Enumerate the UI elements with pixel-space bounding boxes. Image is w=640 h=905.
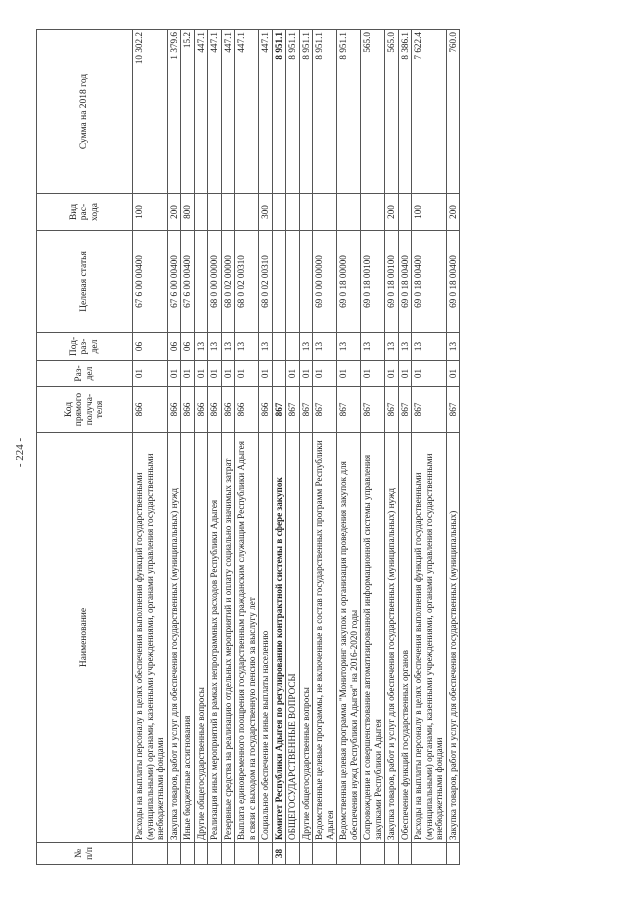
row-name: Расходы на выплаты персоналу в целях обеспечения выполнения функций государственными (муниципальными) органами, казенными учреждениями, органами управления государственными внебюджетными фондами	[412, 433, 447, 843]
row-name: Иные бюджетные ассигнования	[181, 433, 195, 843]
table-row	[337, 30, 361, 865]
row-name: Реализация иных мероприятий в рамках непрограммных расходов Республики Адыгея	[208, 433, 222, 843]
row-code: 867	[337, 387, 361, 433]
table-header-row	[37, 30, 133, 865]
row-num	[313, 843, 337, 865]
row-name: ОБЩЕГОСУДАРСТВЕННЫЕ ВОПРОСЫ	[286, 433, 300, 843]
row-name: Ведомственные целевые программы, не включенные в состав государственных программ Республики Адыгея	[313, 433, 337, 843]
row-sum: 8 951.1	[337, 30, 361, 194]
row-target: 69 0 00 00000	[313, 231, 337, 333]
row-razdel: 01	[299, 361, 313, 387]
header-num: № п/п	[37, 843, 133, 865]
row-sum: 8 951.1	[272, 30, 286, 194]
row-target: 69 0 18 00100	[385, 231, 399, 333]
row-target: 67 6 00 00400	[133, 231, 168, 333]
row-target: 68 0 02 00310	[259, 231, 273, 333]
row-code: 866	[221, 387, 235, 433]
row-razdel: 01	[181, 361, 195, 387]
row-podrazdel: 13	[385, 333, 399, 361]
row-podrazdel: 13	[412, 333, 447, 361]
table-row	[299, 30, 313, 865]
row-sum: 15.2	[181, 30, 195, 194]
table-row	[286, 30, 300, 865]
row-code: 867	[398, 387, 412, 433]
row-num	[259, 843, 273, 865]
page-number: - 224 -	[14, 437, 26, 468]
row-num	[337, 843, 361, 865]
budget-table	[36, 29, 460, 865]
row-code: 867	[385, 387, 399, 433]
header-name: Наименование	[37, 433, 133, 843]
row-num	[181, 843, 195, 865]
row-code: 867	[299, 387, 313, 433]
row-target	[299, 231, 313, 333]
row-podrazdel: 06	[167, 333, 181, 361]
row-num	[221, 843, 235, 865]
row-razdel: 01	[133, 361, 168, 387]
row-code: 867	[412, 387, 447, 433]
row-vid: 100	[133, 194, 168, 231]
row-code: 867	[313, 387, 337, 433]
row-num	[194, 843, 208, 865]
row-podrazdel: 06	[133, 333, 168, 361]
row-name: Закупка товаров, работ и услуг для обеспечения государственных (муниципальных) нужд	[385, 433, 399, 843]
row-target	[272, 231, 286, 333]
table-row	[181, 30, 195, 865]
row-sum: 7 622.4	[412, 30, 447, 194]
header-vid: Вид рас-хода	[37, 194, 133, 231]
row-target	[286, 231, 300, 333]
row-podrazdel: 13	[398, 333, 412, 361]
row-target: 69 0 18 00000	[337, 231, 361, 333]
row-code: 867	[286, 387, 300, 433]
row-razdel: 01	[337, 361, 361, 387]
row-podrazdel: 13	[221, 333, 235, 361]
row-num	[446, 843, 460, 865]
row-sum: 8 386.1	[398, 30, 412, 194]
row-vid: 800	[181, 194, 195, 231]
table-row	[194, 30, 208, 865]
row-vid	[194, 194, 208, 231]
row-num	[299, 843, 313, 865]
row-name: Другие общегосударственные вопросы	[194, 433, 208, 843]
row-code: 866	[235, 387, 259, 433]
row-name: Обеспечение функций государственных органов	[398, 433, 412, 843]
row-code: 867	[361, 387, 385, 433]
header-target: Целевая статья	[37, 231, 133, 333]
row-razdel: 01	[286, 361, 300, 387]
row-razdel: 01	[398, 361, 412, 387]
row-name: Резервные средства на реализацию отдельных мероприятий и оплату социально значимых затрат	[221, 433, 235, 843]
row-podrazdel	[286, 333, 300, 361]
row-code: 866	[208, 387, 222, 433]
header-sum: Сумма на 2018 год	[37, 30, 133, 194]
row-code: 866	[133, 387, 168, 433]
row-razdel: 01	[446, 361, 460, 387]
row-sum: 447.1	[259, 30, 273, 194]
table-row	[133, 30, 168, 865]
row-name: Закупка товаров, работ и услуг для обеспечения государственных (муниципальных) нужд	[167, 433, 181, 843]
table-row	[398, 30, 412, 865]
row-vid	[235, 194, 259, 231]
row-vid: 200	[446, 194, 460, 231]
row-code: 866	[259, 387, 273, 433]
row-sum: 447.1	[194, 30, 208, 194]
row-podrazdel: 13	[446, 333, 460, 361]
row-podrazdel: 13	[259, 333, 273, 361]
row-target	[194, 231, 208, 333]
row-num: 38	[272, 843, 286, 865]
row-target: 69 0 18 00100	[361, 231, 385, 333]
row-sum: 447.1	[208, 30, 222, 194]
row-razdel: 01	[385, 361, 399, 387]
row-target: 68 0 02 00000	[221, 231, 235, 333]
row-num	[385, 843, 399, 865]
row-sum: 8 951.1	[286, 30, 300, 194]
row-target: 67 6 00 00400	[181, 231, 195, 333]
row-sum: 1 379.6	[167, 30, 181, 194]
row-razdel	[272, 361, 286, 387]
row-name: Сопровождение и совершенствование автоматизированной информационной системы управления закупками Республики Адыгея	[361, 433, 385, 843]
row-razdel: 01	[221, 361, 235, 387]
row-podrazdel	[272, 333, 286, 361]
row-vid	[208, 194, 222, 231]
row-target: 69 0 18 00400	[446, 231, 460, 333]
row-razdel: 01	[313, 361, 337, 387]
row-code: 867	[446, 387, 460, 433]
row-name: Ведомственная целевая программа "Мониторинг закупок и организация проведения закупок для обеспечения нужд Республики Адыгея" на 2016-2020 годы	[337, 433, 361, 843]
row-num	[412, 843, 447, 865]
row-sum: 10 302.2	[133, 30, 168, 194]
row-razdel: 01	[235, 361, 259, 387]
table-row	[208, 30, 222, 865]
row-vid	[272, 194, 286, 231]
row-target: 68 0 00 00000	[208, 231, 222, 333]
row-podrazdel: 13	[299, 333, 313, 361]
header-code: Код прямого получа-теля	[37, 387, 133, 433]
row-podrazdel: 13	[337, 333, 361, 361]
table-row	[446, 30, 460, 865]
row-sum: 565.0	[385, 30, 399, 194]
row-num	[235, 843, 259, 865]
row-vid	[337, 194, 361, 231]
row-target: 67 6 00 00400	[167, 231, 181, 333]
table-row	[361, 30, 385, 865]
row-vid	[361, 194, 385, 231]
row-razdel: 01	[361, 361, 385, 387]
row-vid	[299, 194, 313, 231]
row-target: 69 0 18 00400	[398, 231, 412, 333]
row-num	[398, 843, 412, 865]
row-vid: 200	[385, 194, 399, 231]
row-vid	[221, 194, 235, 231]
row-sum: 447.1	[235, 30, 259, 194]
row-num	[167, 843, 181, 865]
row-podrazdel: 06	[181, 333, 195, 361]
row-vid	[398, 194, 412, 231]
row-vid	[286, 194, 300, 231]
header-razdel: Раз-дел	[37, 361, 133, 387]
row-name: Закупка товаров, работ и услуг для обеспечения государственных (муниципальных)	[446, 433, 460, 843]
row-name: Другие общегосударственные вопросы	[299, 433, 313, 843]
row-code: 866	[194, 387, 208, 433]
table-row	[412, 30, 447, 865]
table-row	[235, 30, 259, 865]
row-sum: 8 951.1	[299, 30, 313, 194]
row-sum: 565.0	[361, 30, 385, 194]
row-razdel: 01	[167, 361, 181, 387]
row-sum: 760.0	[446, 30, 460, 194]
row-code: 866	[167, 387, 181, 433]
row-razdel: 01	[259, 361, 273, 387]
row-razdel: 01	[208, 361, 222, 387]
row-vid: 100	[412, 194, 447, 231]
row-name: Комитет Республики Адыгея по регулированию контрактной системы в сфере закупок	[272, 433, 286, 843]
row-podrazdel: 13	[235, 333, 259, 361]
row-name: Социальное обеспечение и иные выплаты населению	[259, 433, 273, 843]
row-num	[133, 843, 168, 865]
row-code: 866	[181, 387, 195, 433]
row-podrazdel: 13	[313, 333, 337, 361]
row-podrazdel: 13	[194, 333, 208, 361]
row-target: 68 0 02 00310	[235, 231, 259, 333]
row-num	[208, 843, 222, 865]
row-vid: 200	[167, 194, 181, 231]
table-row	[221, 30, 235, 865]
table-row	[313, 30, 337, 865]
row-name: Выплата единовременного поощрения государственным гражданским служащим Республики Адыгея в связи с выходом на государственную пенсию за выслугу лет	[235, 433, 259, 843]
row-podrazdel: 13	[208, 333, 222, 361]
row-sum: 8 951.1	[313, 30, 337, 194]
row-vid: 300	[259, 194, 273, 231]
row-razdel: 01	[412, 361, 447, 387]
table-row	[272, 30, 286, 865]
row-code: 867	[272, 387, 286, 433]
row-sum: 447.1	[221, 30, 235, 194]
row-razdel: 01	[194, 361, 208, 387]
header-podrazdel: Под-раз-дел	[37, 333, 133, 361]
row-num	[361, 843, 385, 865]
row-vid	[313, 194, 337, 231]
table-row	[259, 30, 273, 865]
row-num	[286, 843, 300, 865]
table-row	[385, 30, 399, 865]
table-row	[167, 30, 181, 865]
row-podrazdel: 13	[361, 333, 385, 361]
row-target: 69 0 18 00400	[412, 231, 447, 333]
row-name: Расходы на выплаты персоналу в целях обеспечения выполнения функций государственными (муниципальными) органами, казенными учреждениями, органами управления государственными внебюджетными фондами	[133, 433, 168, 843]
